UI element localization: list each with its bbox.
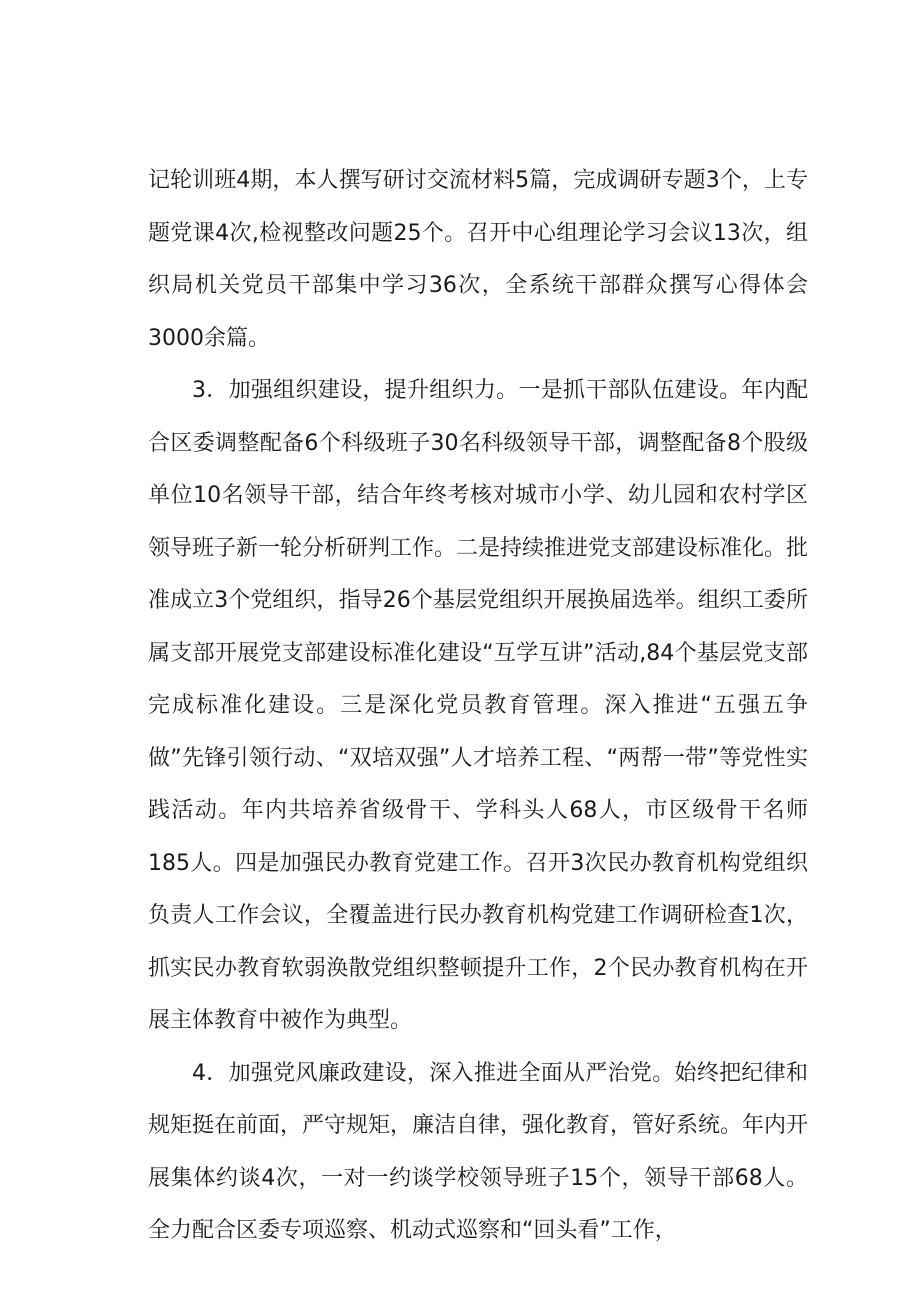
- document-body: [148, 155, 808, 1258]
- paragraph-organization-building: 3．加强组织建设，提升组织力。一是抓干部队伍建设。年内配合区委调整配备6个科级班子30名科级领导干部，调整配备8个股级单位10名领导干部，结合年终考核对城市小学、幼儿园和农村学区领导班子新一轮分析研判工作。二是持续推进党支部建设标准化。批准成立3个党组织，指导26个基层党组织开展换届选举。组织工委所属支部开展党支部建设标准化建设“互学互讲”活动,84个基层党支部完成标准化建设。三是深化党员教育管理。深入推进“五强五争做”先锋引领行动、“双培双强”人才培养工程、“两帮一带”等党性实践活动。年内共培养省级骨干、学科头人68人，市区级骨干名师185人。四是加强民办教育党建工作。召开3次民办教育机构党组织负责人工作会议，全覆盖进行民办教育机构党建工作调研检查1次，抓实民办教育软弱涣散党组织整顿提升工作，2个民办教育机构在开展主体教育中被作为典型。: [148, 378, 809, 1033]
- paragraph-continuation: 记轮训班4期，本人撰写研讨交流材料5篇，完成调研专题3个，上专题党课4次,检视整改问题25个。召开中心组理论学习会议13次，组织局机关党员干部集中学习36次，全系统干部群众撰写心得体会3000余篇。: [148, 168, 808, 351]
- paragraph-clean-governance: 4．加强党风廉政建设，深入推进全面从严治党。始终把纪律和规矩挺在前面，严守规矩，廉洁自律，强化教育，管好系统。年内开展集体约谈4次，一对一约谈学校领导班子15个，领导干部68人。全力配合区委专项巡察、机动式巡察和“回头看”工作，: [148, 1060, 809, 1243]
